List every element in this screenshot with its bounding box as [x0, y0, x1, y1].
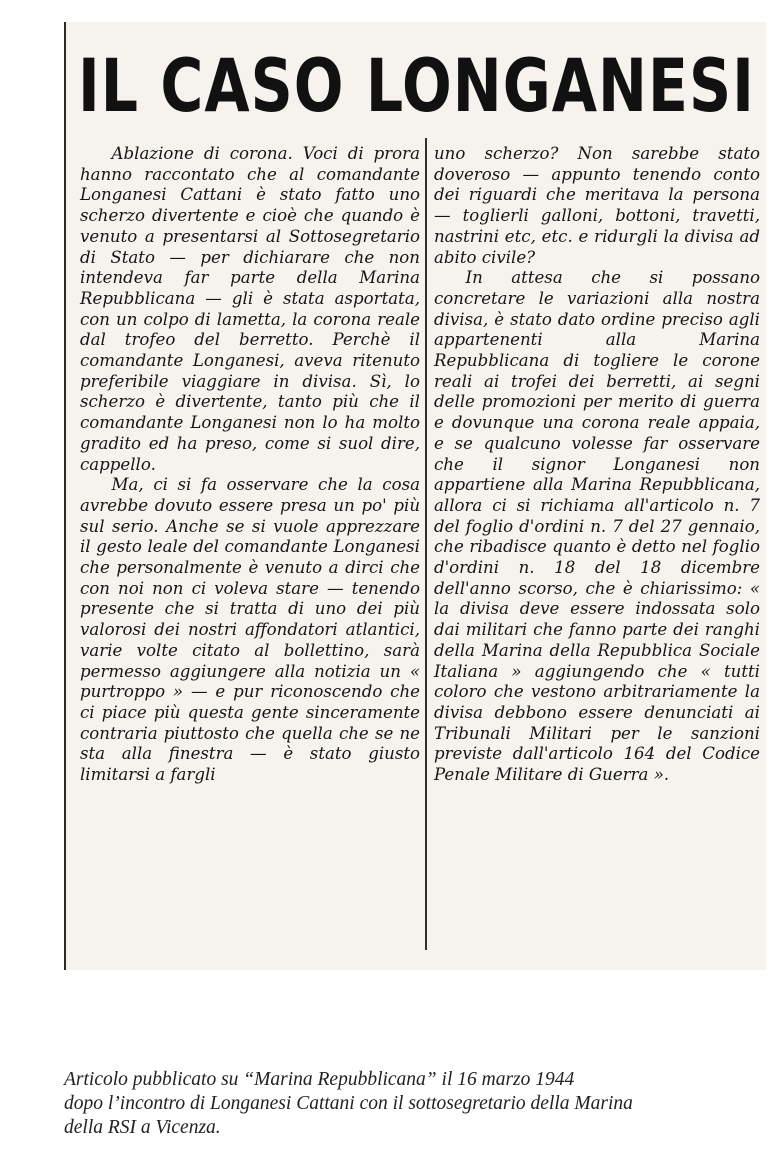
caption-line-2: dopo l’incontro di Longanesi Cattani con il sottosegretario della Marina	[64, 1093, 633, 1114]
column-divider	[425, 138, 427, 950]
newspaper-clipping	[64, 22, 766, 970]
clipping-left-rule	[64, 22, 66, 970]
figure-caption	[64, 1068, 764, 1140]
article-headline: IL CASO LONGANESI	[78, 43, 755, 129]
right-paragraph-2: In attesa che si possano concretare le variazioni alla nostra divisa, è stato dato ordine preciso agli appartenenti alla Marina Repubblicana di togliere le corone reali ai trofei dei berretti, ai segni delle promozioni per merito di guerra e dovunque una corona reale appaia, e se qualcuno volesse far osservare che il signor Longanesi non appartiene alla Marina Repubblicana, allora ci si richiama all'articolo n. 7 del foglio d'ordini n. 7 del 27 gennaio, che ribadisce quanto è detto nel foglio d'ordini n. 18 del 18 dicembre dell'anno scorso, che è chiarissimo: « la divisa deve essere indossata solo dai militari che fanno parte dei ranghi della Marina della Repubblica Sociale Italiana » aggiungendo che « tutti coloro che vestono arbitrariamente la divisa debbono essere denunciati ai Tribunali Militari per le sanzioni previste dall'articolo 164 del Codice Penale Militare di Guerra ».	[434, 268, 760, 785]
left-paragraph-2: Ma, ci si fa osservare che la cosa avrebbe dovuto essere presa un po' più sul serio. Anche se si vuole apprezzare il gesto leale del comandante Longanesi che personalmente è venuto a dirci che con noi non ci voleva stare — tenendo presente che si tratta di uno dei più valorosi dei nostri affondatori atlantici, varie volte citato al bollettino, sarà permesso aggiungere alla notizia un « purtroppo » — e pur riconoscendo che ci piace più questa gente sinceramente contraria piuttosto che quella che se ne sta alla finestra — è stato giusto limitarsi a fargli	[80, 475, 420, 785]
article-column-left	[80, 144, 420, 786]
caption-line-3: della RSI a Vicenza.	[64, 1117, 221, 1138]
right-paragraph-1: uno scherzo? Non sarebbe stato doveroso — appunto tenendo conto dei riguardi che meritava la persona — toglierli galloni, bottoni, travetti, nastrini etc, etc. e ridurgli la divisa ad abito civile?	[434, 144, 760, 267]
caption-line-1: Articolo pubblicato su “Marina Repubblicana” il 16 marzo 1944	[64, 1069, 575, 1090]
article-column-right	[434, 144, 760, 786]
left-paragraph-1: Ablazione di corona. Voci di prora hanno raccontato che al comandante Longanesi Cattani è stato fatto uno scherzo divertente e cioè che quando è venuto a presentarsi al Sottosegretario di Stato — per dichiarare che non intendeva far parte della Marina Repubblicana — gli è stata asportata, con un colpo di lametta, la corona reale dal trofeo del berretto. Perchè il comandante Longanesi, aveva ritenuto preferibile viaggiare in divisa. Sì, lo scherzo è divertente, tanto più che il comandante Longanesi non lo ha molto gradito ed ha preso, come si suol dire, cappello.	[80, 144, 420, 474]
